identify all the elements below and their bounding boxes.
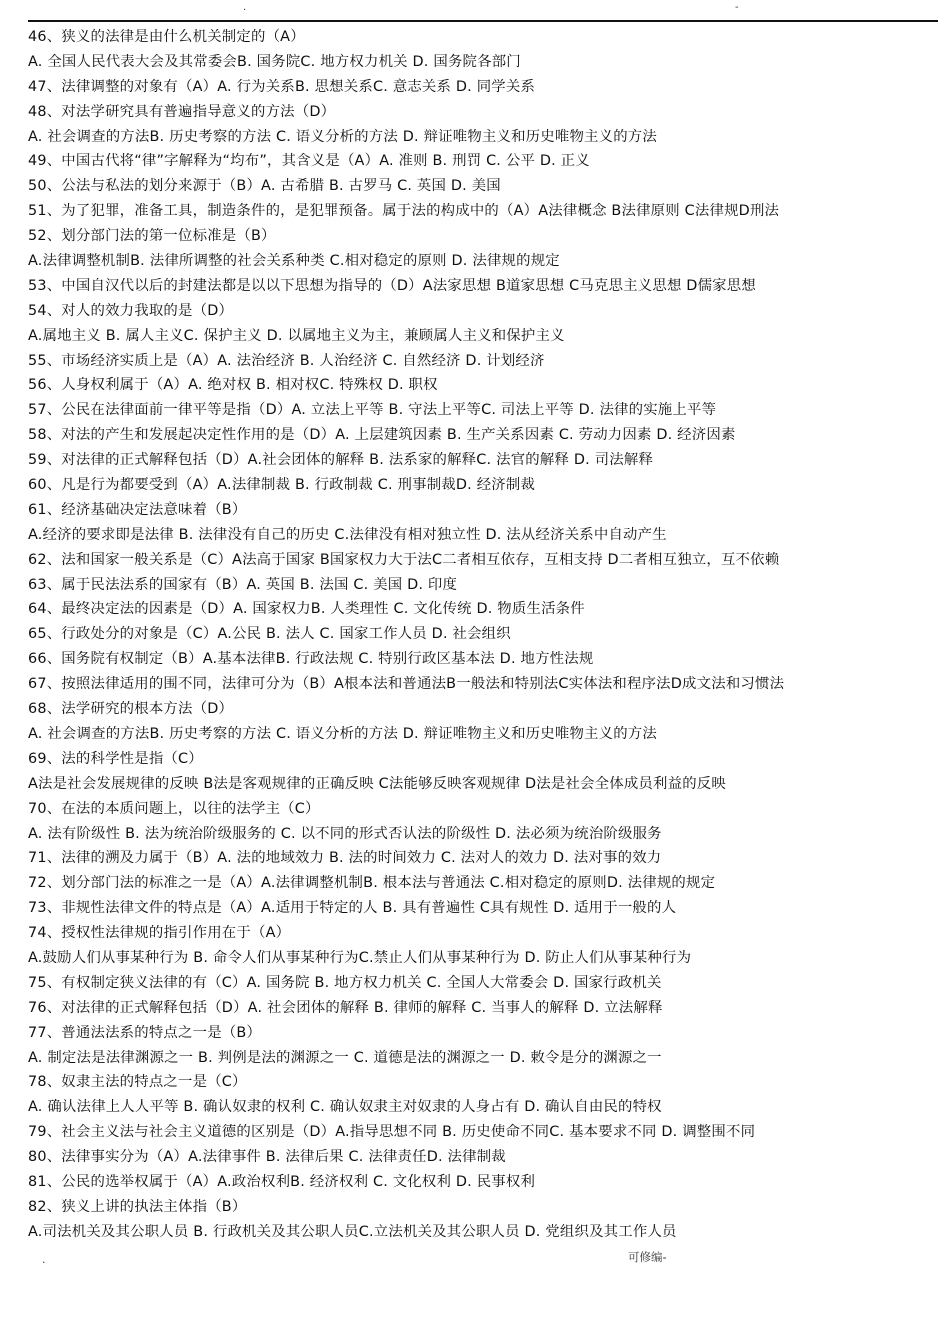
text-line: 58、对法的产生和发展起决定性作用的是（D）A. 上层建筑因素 B. 生产关系因素 C. 劳动力因素 D. 经济因素	[28, 427, 736, 444]
text-line: 57、公民在法律面前一律平等是指（D）A. 立法上平等 B. 守法上平等C. 司法上平等 D. 法律的实施上平等	[28, 402, 717, 419]
text-line: A.经济的要求即是法律 B. 法律没有自己的历史 C.法律没有相对独立性 D. 法从经济关系中自动产生	[28, 526, 667, 543]
header-mark-left: .	[243, 2, 247, 13]
text-line: 49、中国古代将“律”字解释为“均布”，其含义是（A）A. 准则 B. 刑罚 C. 公平 D. 正义	[28, 153, 590, 170]
text-line: 60、凡是行为都要受到（A）A.法律制裁 B. 行政制裁 C. 刑事制裁D. 经济制裁	[28, 477, 536, 494]
text-line: 80、法律事实分为（A）A.法律事件 B. 法律后果 C. 法律责任D. 法律制裁	[28, 1149, 506, 1166]
text-line: 68、法学研究的根本方法（D）	[28, 701, 234, 718]
text-line: 50、公法与私法的划分来源于（B）A. 古希腊 B. 古罗马 C. 英国 D. 美国	[28, 178, 501, 195]
text-line: 46、狭义的法律是由什么机关制定的（A）	[28, 29, 305, 45]
text-line: 59、对法律的正式解释包括（D）A.社会团体的解释 B. 法系家的解释C. 法官的解释 D. 司法解释	[28, 452, 654, 469]
text-line: A法是社会发展规律的反映 B法是客观规律的正确反映 C法能够反映客观规律 D法是社会全体成员利益的反映	[28, 775, 726, 792]
text-line: 64、最终决定法的因素是（D）A. 国家权力B. 人类理性 C. 文化传统 D. 物质生活条件	[28, 601, 585, 618]
text-line: 77、普通法法系的特点之一是（B）	[28, 1024, 262, 1041]
text-line: A.属地主义 B. 属人主义C. 保护主义 D. 以属地主义为主，兼顾属人主义和保护主义	[28, 327, 565, 344]
text-line: 82、狭义上讲的执法主体指（B）	[28, 1198, 247, 1215]
text-line: 52、划分部门法的第一位标准是（B）	[28, 228, 276, 245]
text-line: A. 社会调查的方法B. 历史考察的方法 C. 语义分析的方法 D. 辩证唯物主义和历史唯物主义的方法	[28, 128, 657, 145]
text-line: A.司法机关及其公职人员 B. 行政机关及其公职人员C.立法机关及其公职人员 D. 党组织及其工作人员	[28, 1223, 677, 1240]
text-line: 79、社会主义法与社会主义道德的区别是（D）A.指导思想不同 B. 历史使命不同C. 基本要求不同 D. 调整围不同	[28, 1124, 756, 1141]
text-line: 75、有权制定狭义法律的有（C）A. 国务院 B. 地方权力机关 C. 全国人大常委会 D. 国家行政机关	[28, 974, 662, 991]
text-line: A. 确认法律上人人平等 B. 确认奴隶的权利 C. 确认奴隶主对奴隶的人身占有 D. 确认自由民的特权	[28, 1099, 662, 1116]
text-line: 53、中国自汉代以后的封建法都是以以下思想为指导的（D）A法家思想 B道家思想 C马克思主义思想 D儒家思想	[28, 277, 756, 294]
text-line: 76、对法律的正式解释包括（D）A. 社会团体的解释 B. 律师的解释 C. 当事人的解释 D. 立法解释	[28, 999, 663, 1016]
text-line: 70、在法的本质问题上，以往的法学主（C）	[28, 800, 320, 817]
text-line: 74、授权性法律规的指引作用在于（A）	[28, 925, 291, 942]
text-line: 81、公民的选举权属于（A）A.政治权利B. 经济权利 C. 文化权利 D. 民事权利	[28, 1173, 536, 1190]
text-line: 47、法律调整的对象有（A）A. 行为关系B. 思想关系C. 意志关系 D. 同学关系	[28, 78, 536, 95]
text-line: 72、划分部门法的标准之一是（A）A.法律调整机制B. 根本法与普通法 C.相对稳定的原则D. 法律规的规定	[28, 875, 716, 892]
text-line: 62、法和国家一般关系是（C）A法高于国家 B国家权力大于法C二者相互依存，互相支持 D二者相互独立，互不依赖	[28, 551, 780, 568]
text-line: 67、按照法律适用的围不同，法律可分为（B）A根本法和普通法B一般法和特别法C实体法和程序法D成文法和习惯法	[28, 676, 785, 693]
text-line: A. 社会调查的方法B. 历史考察的方法 C. 语义分析的方法 D. 辩证唯物主义和历史唯物主义的方法	[28, 725, 657, 742]
text-line: A.鼓励人们从事某种行为 B. 命令人们从事某种行为C.禁止人们从事某种行为 D. 防止人们从事某种行为	[28, 949, 692, 966]
header-mark-right: -	[735, 2, 739, 13]
text-line: 78、奴隶主法的特点之一是（C）	[28, 1074, 247, 1091]
text-line: 63、属于民法法系的国家有（B）A. 英国 B. 法国 C. 美国 D. 印度	[28, 576, 458, 593]
text-line: 71、法律的溯及力属于（B）A. 法的地域效力 B. 法的时间效力 C. 法对人的效力 D. 法对事的效力	[28, 850, 662, 867]
text-line: 48、对法学研究具有普遍指导意义的方法（D）	[28, 103, 336, 120]
text-line: A.法律调整机制B. 法律所调整的社会关系种类 C.相对稳定的原则 D. 法律规的规定	[28, 253, 560, 270]
footer-dot: .	[42, 1253, 46, 1266]
text-line: 56、人身权利属于（A）A. 绝对权 B. 相对权C. 特殊权 D. 职权	[28, 377, 438, 394]
text-line: 51、为了犯罪，准备工具，制造条件的，是犯罪预备。属于法的构成中的（A）A法律概念 B法律原则 C法律规D刑法	[28, 203, 780, 220]
text-line: 54、对人的效力我取的是（D）	[28, 302, 234, 319]
text-line: A. 法有阶级性 B. 法为统治阶级服务的 C. 以不同的形式否认法的阶级性 D. 法必须为统治阶级服务	[28, 825, 662, 842]
text-line: 73、非规性法律文件的特点是（A）A.适用于特定的人 B. 具有普遍性 C具有规性 D. 适用于一般的人	[28, 900, 677, 917]
header-rule	[28, 20, 938, 22]
text-line: 61、经济基础决定法意味着（B）	[28, 501, 247, 518]
text-line: 55、市场经济实质上是（A）A. 法治经济 B. 人治经济 C. 自然经济 D. 计划经济	[28, 352, 545, 369]
text-line: A. 制定法是法律渊源之一 B. 判例是法的渊源之一 C. 道德是法的渊源之一 D. 敕令是分的渊源之一	[28, 1049, 662, 1066]
text-line: 65、行政处分的对象是（C）A.公民 B. 法人 C. 国家工作人员 D. 社会组织	[28, 626, 511, 643]
text-line: 69、法的科学性是指（C）	[28, 750, 203, 767]
text-line: A. 全国人民代表大会及其常委会B. 国务院C. 地方权力机关 D. 国务院各部门	[28, 53, 521, 70]
footer-text: 可修编-	[628, 1250, 667, 1264]
document-body	[28, 25, 933, 1245]
text-line: 66、国务院有权制定（B）A.基本法律B. 行政法规 C. 特别行政区基本法 D. 地方性法规	[28, 651, 594, 668]
